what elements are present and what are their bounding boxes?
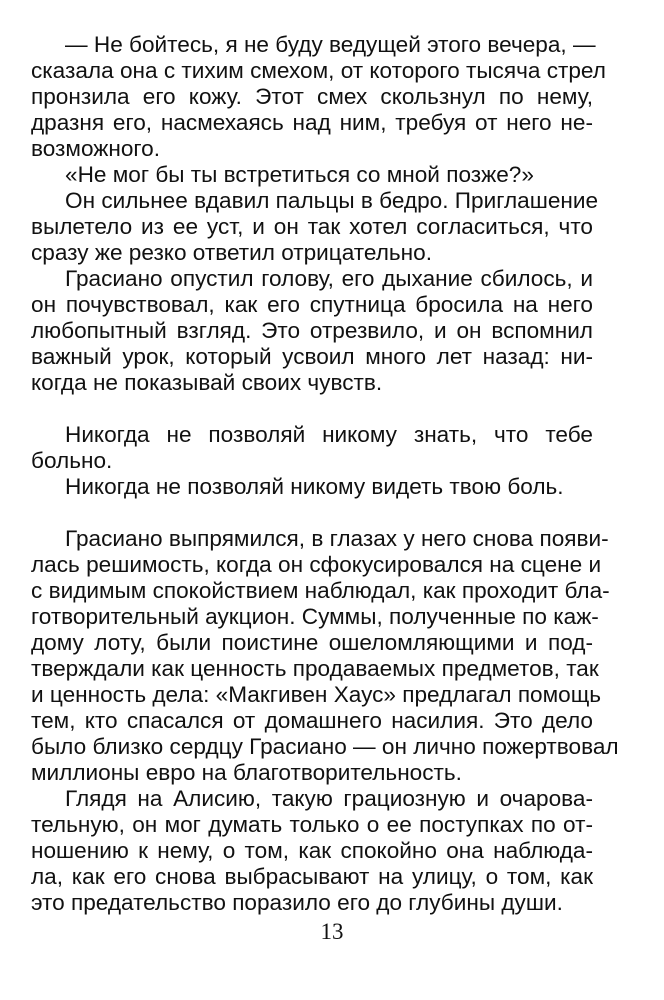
text-line: больно. (31, 448, 113, 473)
text-line: с видимым спокойствием наблюдал, как проходит бла- (31, 578, 610, 603)
text-line: готворительный аукцион. Суммы, полученные по каж- (31, 604, 599, 629)
text-line: важный урок, который усвоил много лет назад: ни- (31, 344, 593, 369)
section-break (31, 500, 593, 526)
text-line: Глядя на Алисию, такую грациозную и очарова- (65, 786, 593, 811)
page-number: 13 (320, 919, 344, 944)
text-line: Грасиано выпрямился, в глазах у него снова появи- (65, 526, 609, 551)
text-line: — Не бойтесь, я не буду ведущей этого вечера, — (65, 32, 596, 57)
text-line: ношению к нему, о том, как спокойно она наблюда- (31, 838, 593, 863)
text-line: Грасиано опустил голову, его дыхание сбилось, и (65, 266, 593, 291)
text-line: Никогда не позволяй никому знать, что тебе (65, 422, 593, 447)
text-line: он почувствовал, как его спутница бросила на него (31, 292, 593, 317)
body-text (31, 32, 619, 916)
text-line: вылетело из ее уст, и он так хотел согласиться, что (31, 214, 593, 239)
text-line: это предательство поразило его до глубины души. (31, 890, 563, 915)
text-line: тельную, он мог думать только о ее поступках по от- (31, 812, 593, 837)
text-line: Он сильнее вдавил пальцы в бедро. Приглашение (65, 188, 599, 213)
text-line: возможного. (31, 136, 161, 161)
text-line: сказала она с тихим смехом, от которого тысяча стрел (31, 58, 606, 83)
section-break (31, 396, 593, 422)
text-line: пронзила его кожу. Этот смех скользнул по нему, (31, 84, 593, 109)
text-line: сразу же резко ответил отрицательно. (31, 240, 432, 265)
text-line: любопытный взгляд. Это отрезвило, и он вспомнил (31, 318, 593, 343)
text-line: и ценность дела: «Макгивен Хаус» предлагал помощь (31, 682, 602, 707)
text-line: миллионы евро на благотворительность. (31, 760, 462, 785)
text-line: Никогда не позволяй никому видеть твою боль. (65, 474, 564, 499)
text-line: дому лоту, были поистине ошеломляющими и под- (31, 630, 593, 655)
text-line: тверждали как ценность продаваемых предметов, так (31, 656, 599, 681)
text-line: «Не мог бы ты встретиться со мной позже?» (65, 162, 534, 187)
text-line: было близко сердцу Грасиано — он лично пожертвовал (31, 734, 619, 759)
text-line: ла, как его снова выбрасывают на улицу, о том, как (31, 864, 593, 889)
text-line: лась решимость, когда он сфокусировался на сцене и (31, 552, 602, 577)
text-line: когда не показывай своих чувств. (31, 370, 383, 395)
text-line: тем, кто спасался от домашнего насилия. Это дело (31, 708, 593, 733)
text-line: дразня его, насмехаясь над ним, требуя от него не- (31, 110, 593, 135)
